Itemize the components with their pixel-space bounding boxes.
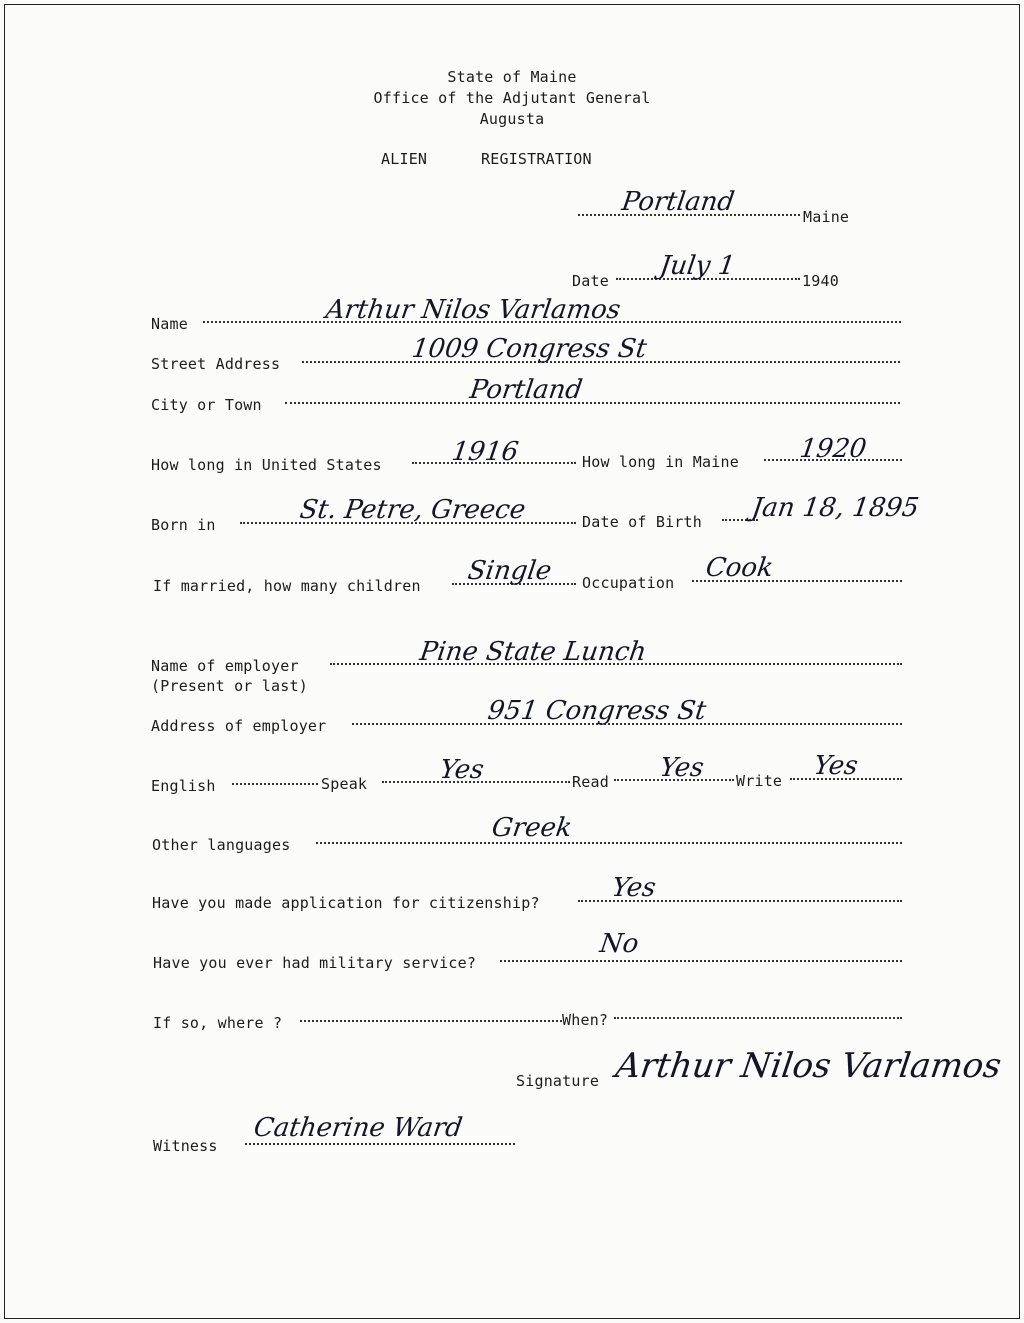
english-label: English [151,777,216,795]
signature-label: Signature [516,1072,600,1090]
write-label: Write [736,772,783,790]
place-suffix: Maine [803,208,850,226]
children-value: Single [465,556,554,586]
write-value: Yes [811,751,860,781]
occupation-value: Cook [703,553,776,583]
born-value: St. Petre, Greece [297,495,528,525]
date-value: July 1 [657,251,738,281]
employer-sublabel: (Present or last) [151,677,308,695]
us-label: How long in United States [151,456,382,474]
born-label: Born in [151,516,216,534]
military-value: No [597,929,641,959]
header-city: Augusta [479,110,545,128]
speak-value: Yes [437,755,486,785]
witness-label: Witness [153,1137,218,1155]
when-dots [614,1013,902,1019]
city-value: Portland [467,375,585,405]
occupation-label: Occupation [582,574,675,592]
name-label: Name [151,315,188,333]
languages-dots [316,838,902,844]
languages-label: Other languages [152,836,291,854]
street-label: Street Address [151,355,281,373]
us-value: 1916 [449,437,521,467]
maine-value: 1920 [797,434,869,464]
header-state: State of Maine [447,68,577,86]
dob-label: Date of Birth [582,513,702,531]
header-office: Office of the Adjutant General [373,89,651,107]
military-label: Have you ever had military service? [153,954,477,972]
children-label: If married, how many children [153,577,421,595]
witness-value: Catherine Ward [251,1113,465,1143]
emp-address-label: Address of employer [151,717,327,735]
emp-address-value: 951 Congress St [485,696,708,726]
speak-label: Speak [321,775,368,793]
where-label: If so, where ? [153,1014,283,1032]
military-dots [500,956,902,962]
english-dots [232,779,318,785]
languages-value: Greek [489,813,574,843]
read-label: Read [572,773,609,791]
date-label: Date [572,272,609,290]
maine-label: How long in Maine [582,453,739,471]
dob-value: Jan 18, 1895 [749,493,921,523]
citizenship-label: Have you made application for citizenship? [152,894,540,912]
name-value: Arthur Nilos Varlamos [323,295,623,325]
title-alien: ALIEN [381,150,428,168]
date-year: 1940 [802,272,839,290]
city-dots [285,398,900,404]
city-label: City or Town [151,396,262,414]
employer-value: Pine State Lunch [417,637,649,667]
employer-label: Name of employer [151,657,299,675]
where-dots [300,1016,562,1022]
read-value: Yes [657,753,706,783]
when-label: When? [562,1011,609,1029]
place-value: Portland [619,187,737,217]
signature-value: Arthur Nilos Varlamos [613,1046,1004,1086]
citizenship-value: Yes [609,873,658,903]
title-registration: REGISTRATION [481,150,592,168]
street-value: 1009 Congress St [409,334,649,364]
